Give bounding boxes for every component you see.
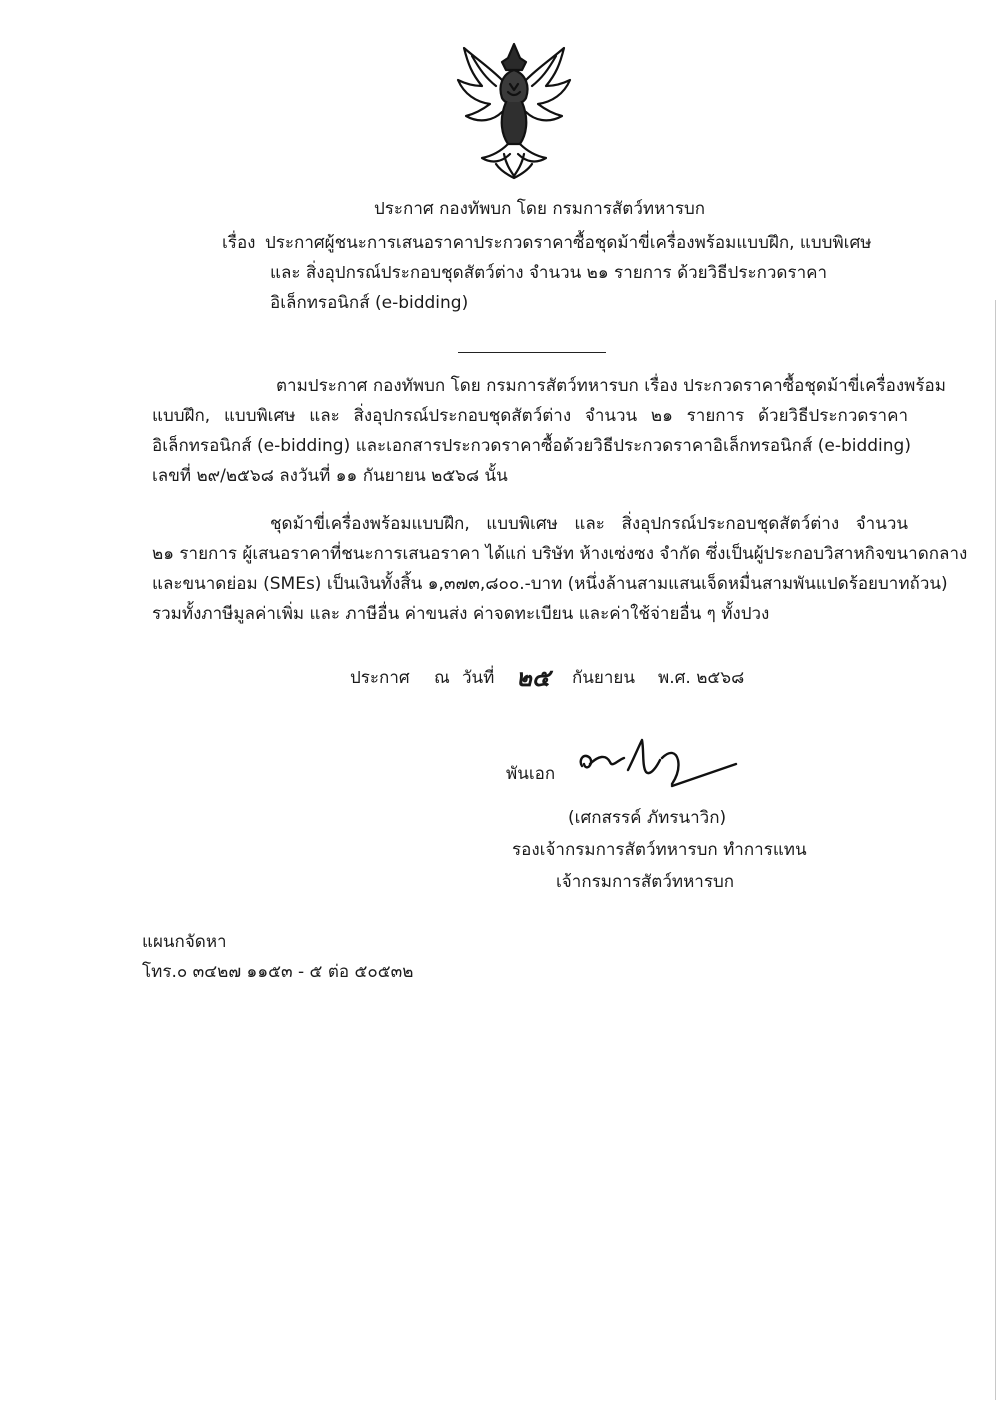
- date-at: ณ: [434, 668, 450, 688]
- signatory-position-2: เจ้ากรมการสัตว์ทหารบก: [556, 872, 735, 892]
- garuda-emblem-icon: [452, 40, 576, 182]
- handwritten-day: [514, 662, 562, 692]
- subject-line-3: อิเล็กทรอนิกส์ (e-bidding): [270, 293, 469, 313]
- date-day-label: วันที่: [462, 668, 495, 688]
- paragraph-1-line-4: เลขที่ ๒๙/๒๕๖๘ ลงวันที่ ๑๑ กันยายน ๒๕๖๘ นั้น: [152, 466, 508, 486]
- footer-department: แผนกจัดหา: [142, 932, 227, 952]
- divider-line: [458, 352, 606, 353]
- handwritten-signature: [576, 730, 746, 800]
- announcement-title: ประกาศ กองทัพบก โดย กรมการสัตว์ทหารบก: [374, 199, 706, 219]
- paragraph-2-line-4: รวมทั้งภาษีมูลค่าเพิ่ม และ ภาษีอื่น ค่าขนส่ง ค่าจดทะเบียน และค่าใช้จ่ายอื่น ๆ ทั้งปวง: [152, 604, 770, 624]
- signatory-rank: พันเอก: [506, 764, 556, 784]
- paragraph-1-line-3: อิเล็กทรอนิกส์ (e-bidding) และเอกสารประกวดราคาซื้อด้วยวิธีประกวดราคาอิเล็กทรอนิกส์ (e-bidding): [152, 436, 911, 456]
- subject-line-1: ประกาศผู้ชนะการเสนอราคาประกวดราคาซื้อชุดม้าขี่เครื่องพร้อมแบบฝึก, แบบพิเศษ: [265, 233, 872, 253]
- handwritten-day-text: ๒๕: [516, 663, 550, 692]
- signatory-position-1: รองเจ้ากรมการสัตว์ทหารบก ทำการแทน: [512, 840, 807, 860]
- date-year: พ.ศ. ๒๕๖๘: [658, 668, 745, 688]
- subject-line-2: และ สิ่งอุปกรณ์ประกอบชุดสัตว์ต่าง จำนวน ๒๑ รายการ ด้วยวิธีประกวดราคา: [270, 263, 828, 283]
- scan-edge-line: [995, 300, 996, 1400]
- footer-phone: โทร.๐ ๓๔๒๗ ๑๑๕๓ - ๕ ต่อ ๕๐๕๓๒: [142, 962, 414, 982]
- paragraph-1-line-2: แบบฝึก, แบบพิเศษ และ สิ่งอุปกรณ์ประกอบชุดสัตว์ต่าง จำนวน ๒๑ รายการ ด้วยวิธีประกวดราคา: [152, 406, 908, 426]
- paragraph-2-line-2: ๒๑ รายการ ผู้เสนอราคาที่ชนะการเสนอราคา ได้แก่ บริษัท ห้างเซ่งซง จำกัด ซึ่งเป็นผู้ประกอบวิสาหกิจขนาดกลาง: [152, 544, 968, 564]
- signatory-name: (เศกสรรค์ ภัทรนาวิก): [568, 808, 727, 828]
- paragraph-2-line-1: ชุดม้าขี่เครื่องพร้อมแบบฝึก, แบบพิเศษ และ สิ่งอุปกรณ์ประกอบชุดสัตว์ต่าง จำนวน: [270, 514, 908, 534]
- paragraph-1-line-1: ตามประกาศ กองทัพบก โดย กรมการสัตว์ทหารบก เรื่อง ประกวดราคาซื้อชุดม้าขี่เครื่องพร้อม: [276, 376, 946, 396]
- paragraph-2-line-3: และขนาดย่อม (SMEs) เป็นเงินทั้งสิ้น ๑,๓๗๓,๘๐๐.-บาท (หนึ่งล้านสามแสนเจ็ดหมื่นสามพันแปดร้อยบาทถ้วน): [152, 574, 948, 594]
- subject-label: เรื่อง: [222, 233, 256, 253]
- date-announced: ประกาศ: [350, 668, 410, 688]
- date-month: กันยายน: [572, 668, 636, 688]
